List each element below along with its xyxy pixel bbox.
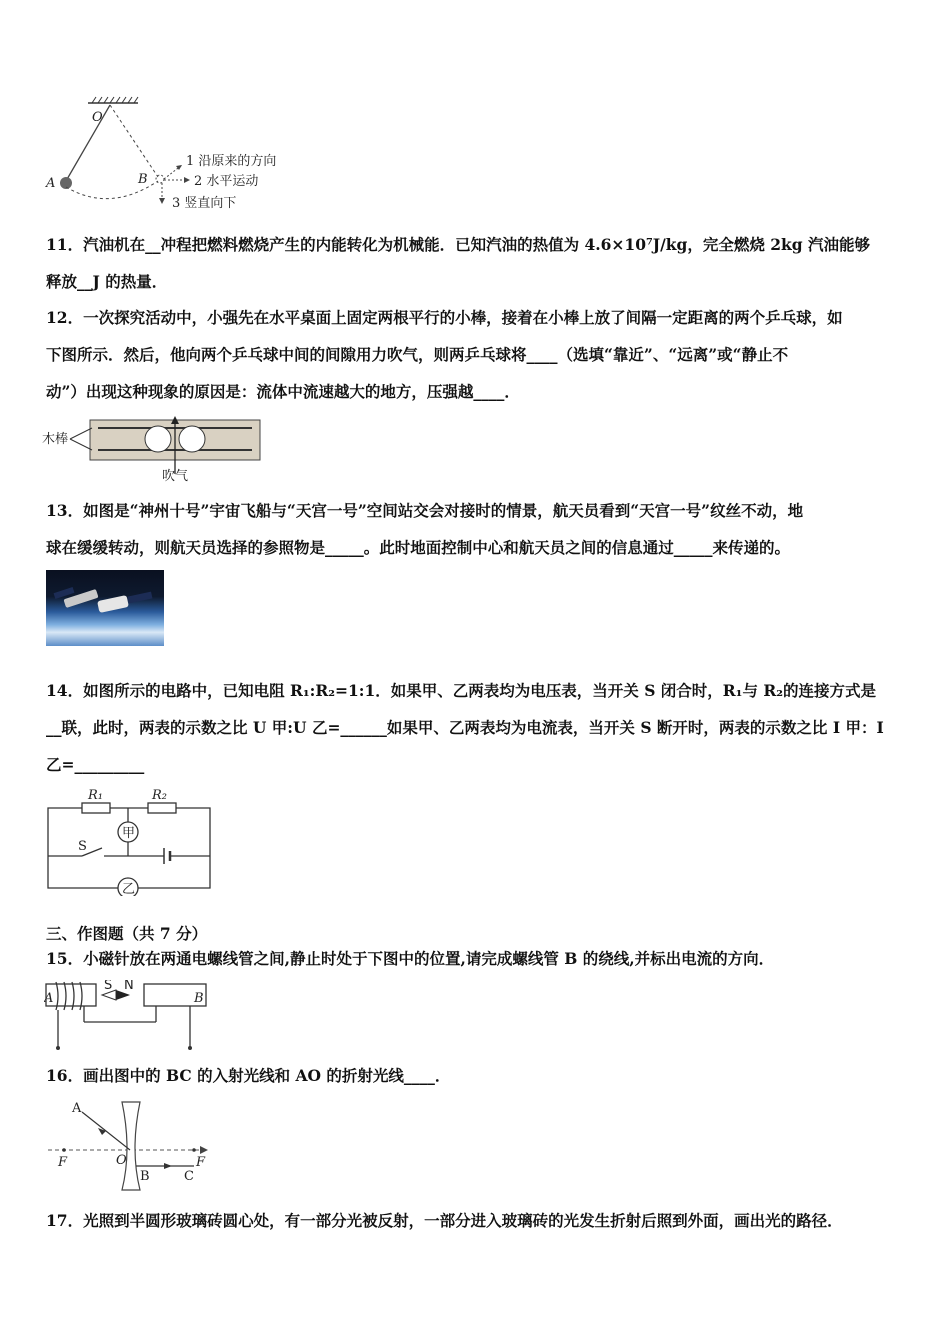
q11-line1: 11．汽油机在__冲程把燃料燃烧产生的内能转化为机械能．已知汽油的热值为 4.6×10⁷J/kg，完全燃烧 2kg 汽油能够 (46, 235, 871, 254)
question-11 (46, 226, 908, 300)
section-3-title: 三、作图题（共 7 分） (46, 924, 208, 943)
lens-figure (44, 1098, 219, 1194)
question-17 (46, 1202, 908, 1239)
label-s: S (78, 839, 87, 854)
q13-line2: 球在缓缓转动，则航天员选择的参照物是_____。此时地面控制中心和航天员之间的信息通过_____来传递的。 (46, 538, 791, 557)
q16-line1: 16．画出图中的 BC 的入射光线和 AO 的折射光线____． (46, 1066, 451, 1085)
label-a: A (72, 1101, 82, 1116)
q12-line1: 12．一次探究活动中，小强先在水平桌面上固定两根平行的小棒，接着在小棒上放了间隔一定距离的两个乒乓球，如 (46, 308, 843, 327)
label-f-right: F (196, 1155, 206, 1170)
question-12 (46, 299, 908, 410)
label-blow: 吹气 (162, 469, 189, 484)
option-1: 1 沿原来的方向 (186, 154, 277, 169)
q14-line3: 乙=_________ (46, 755, 145, 774)
q14-line1: 14．如图所示的电路中，已知电阻 R₁:R₂=1:1．如果甲、乙两表均为电压表，当开关 S 闭合时，R₁与 R₂的连接方式是 (46, 681, 877, 700)
label-c: C (184, 1169, 194, 1184)
q15-line1: 15．小磁针放在两通电螺线管之间,静止时处于下图中的位置,请完成螺线管 B 的绕线,并标出电流的方向． (46, 949, 775, 968)
q17-line1: 17．光照到半圆形玻璃砖圆心处，有一部分光被反射，一部分进入玻璃砖的光发生折射后照到外面，画出光的路径． (46, 1211, 843, 1230)
q12-line2: 下图所示．然后，他向两个乒乓球中间的间隙用力吹气，则两乒乓球将____（选填“靠近”、“远离”或“静止不 (46, 345, 789, 364)
option-3: 3 竖直向下 (172, 196, 237, 211)
option-2: 2 水平运动 (194, 174, 259, 189)
pingpong-figure (40, 414, 270, 484)
spacecraft-photo (46, 570, 164, 646)
label-b: B (194, 991, 204, 1006)
label-o: O (116, 1153, 127, 1168)
meter-jia: 甲 (122, 826, 136, 841)
label-n: N (124, 980, 134, 993)
label-a: A (46, 176, 56, 191)
label-stick: 木棒 (42, 432, 69, 447)
question-13 (46, 492, 908, 566)
label-f-left: F (58, 1155, 68, 1170)
pendulum-figure (40, 95, 310, 220)
q11-line2: 释放__J 的热量． (46, 272, 168, 291)
question-14 (46, 672, 908, 783)
circuit-figure (44, 786, 224, 896)
q13-line1: 13．如图是“神州十号”宇宙飞船与“天宫一号”空间站交会对接时的情景，航天员看到“天宫一号”纹丝不动，地 (46, 501, 804, 520)
label-r1: R₁ (88, 788, 103, 803)
label-o: O (92, 110, 103, 125)
label-a: A (44, 991, 54, 1006)
label-b: B (138, 172, 148, 187)
q14-line2: __联，此时，两表的示数之比 U 甲:U 乙=______如果甲、乙两表均为电流表，当开关 S 断开时，两表的示数之比 I 甲：I (46, 718, 884, 737)
label-b: B (140, 1169, 150, 1184)
meter-yi: 乙 (122, 882, 136, 896)
label-r2: R₂ (152, 788, 167, 803)
question-16 (46, 1057, 908, 1094)
label-s: S (104, 980, 113, 993)
question-15 (46, 940, 908, 977)
solenoid-figure (44, 980, 214, 1052)
q12-line3: 动”）出现这种现象的原因是：流体中流速越大的地方，压强越____． (46, 382, 520, 401)
